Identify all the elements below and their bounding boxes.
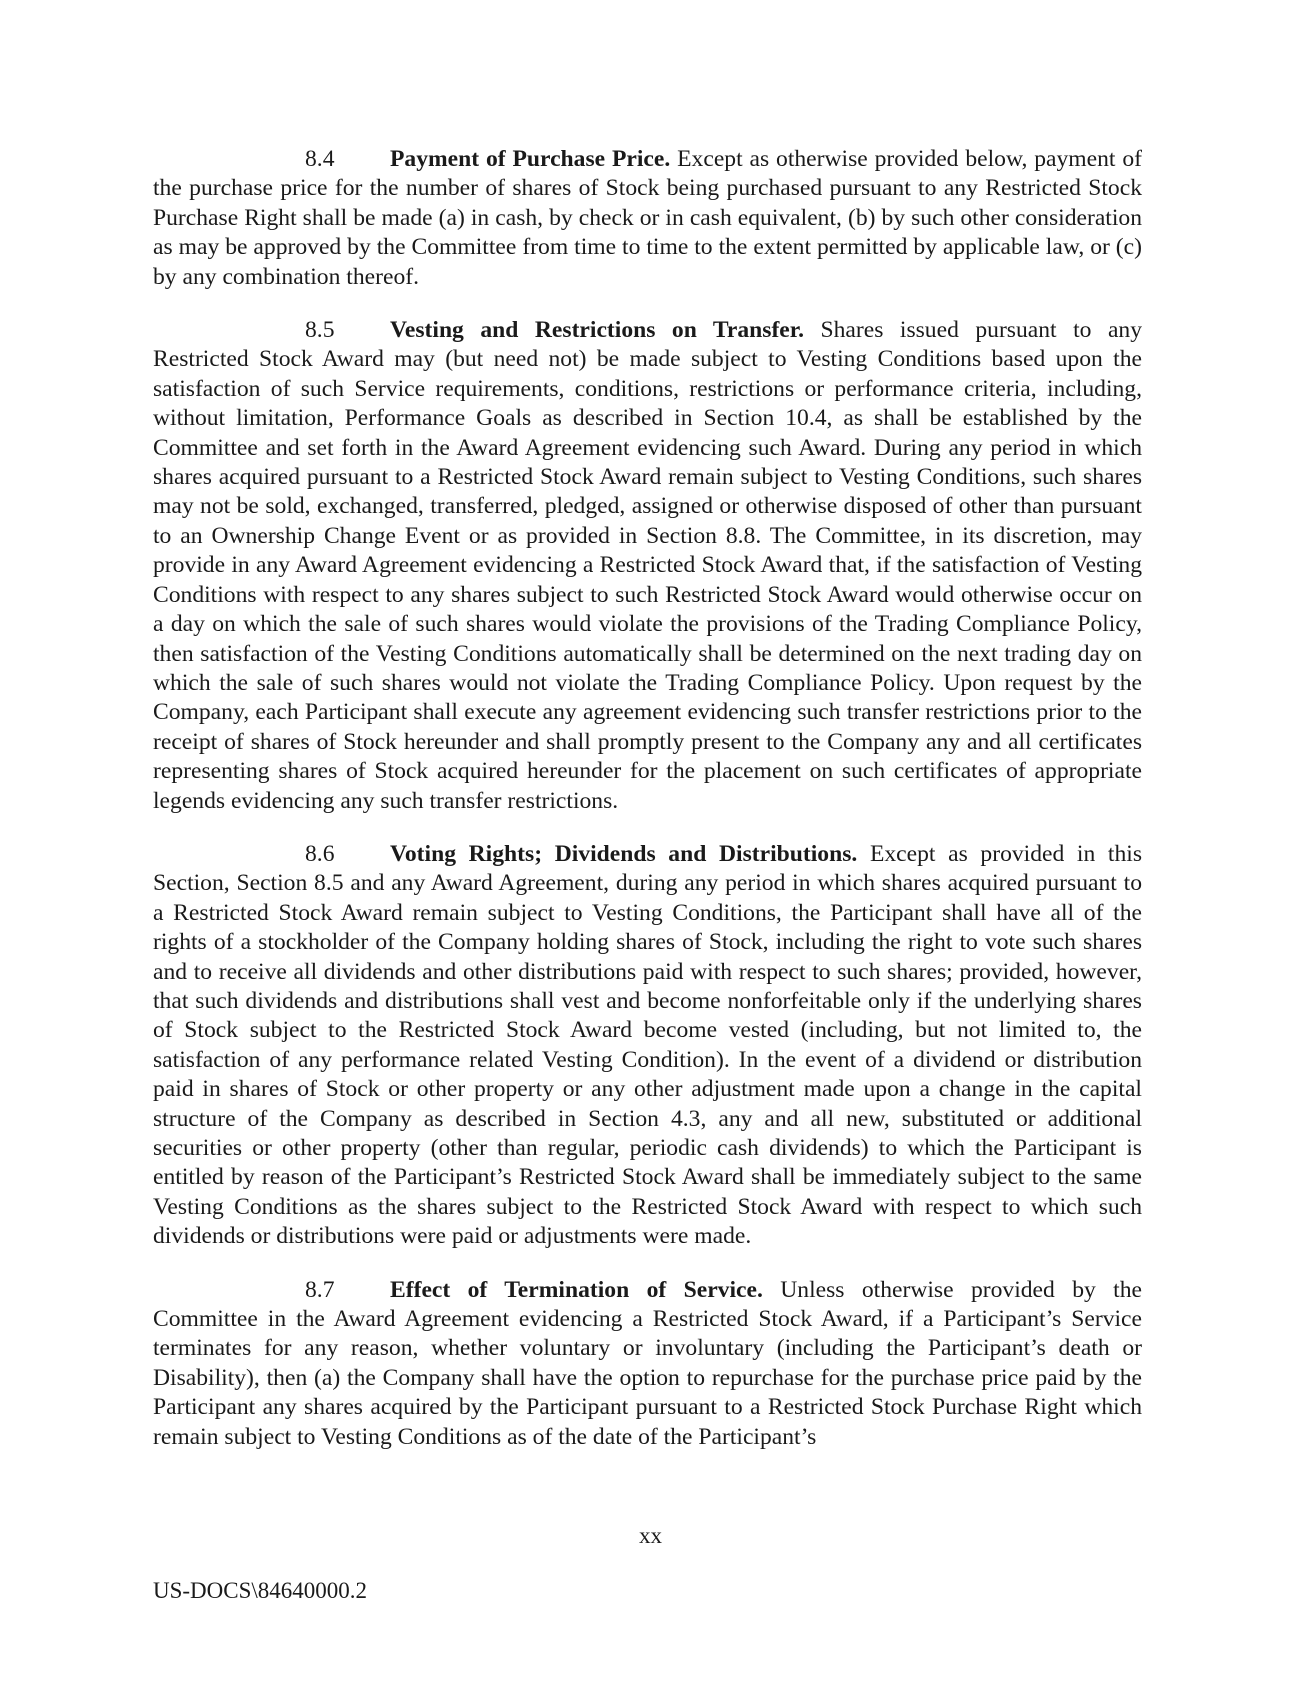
section-text: Except as provided in this Section, Section 8.5 and any Award Agreement, during any period in which shares acquired pursuant to a Restricted Stock Award remain subject to Vesting Conditions, the Participant shall have all of the rights of a stockholder of the Company holding shares of Stock, including the right to vote such shares and to receive all dividends and other distributions paid with respect to such shares; provided, however, that such dividends and distributions shall vest and become nonforfeitable only if the underlying shares of Stock subject to the Restricted Stock Award become vested (including, but not limited to, the satisfaction of any performance related Vesting Condition). In the event of a dividend or distribution paid in shares of Stock or other property or any other adjustment made upon a change in the capital structure of the Company as described in Section 4.3, any and all new, substituted or additional securities or other property (other than regular, periodic cash dividends) to which the Participant is entitled by reason of the Participant’s Restricted Stock Award shall be immediately subject to the same Vesting Conditions as the shares subject to the Restricted Stock Award with respect to which such dividends or distributions were paid or adjustments were made. bbox=[153, 840, 1143, 1250]
section-heading: Payment of Purchase Price. bbox=[390, 146, 671, 172]
section-number: 8.7 bbox=[305, 1276, 335, 1303]
section-8-5 bbox=[153, 316, 1142, 816]
section-number: 8.6 bbox=[305, 840, 335, 867]
section-heading: Vesting and Restrictions on Transfer. bbox=[390, 317, 804, 344]
section-8-4 bbox=[153, 145, 1142, 292]
section-number: 8.5 bbox=[305, 317, 335, 344]
section-number: 8.4 bbox=[305, 146, 335, 172]
section-heading: Voting Rights; Dividends and Distributions. bbox=[390, 840, 858, 867]
page-number: xx bbox=[639, 1523, 662, 1548]
document-id: US-DOCS\84640000.2 bbox=[153, 1578, 368, 1603]
section-heading: Effect of Termination of Service. bbox=[390, 1276, 763, 1303]
section-8-7 bbox=[153, 1276, 1142, 1452]
document-body bbox=[153, 145, 1142, 1476]
section-8-6 bbox=[153, 840, 1142, 1252]
section-text: Unless otherwise provided by the Committee in the Award Agreement evidencing a Restricted Stock Award, if a Participant’s Service terminates for any reason, whether voluntary or involuntary (including the Participant’s death or Disability), then (a) the Company shall have the option to repurchase for the purchase price paid by the Participant any shares acquired by the Participant pursuant to a Restricted Stock Purchase Right which remain subject to Vesting Conditions as of the date of the Participant’s bbox=[153, 1276, 1142, 1450]
section-text: Except as otherwise provided below, payment of the purchase price for the number of shares of Stock being purchased pursuant to any Restricted Stock Purchase Right shall be made (a) in cash, by check or in cash equivalent, (b) by such other consideration as may be approved by the Committee from time to time to the extent permitted by applicable law, or (c) by any combination thereof. bbox=[153, 146, 1142, 290]
section-text: Shares issued pursuant to any Restricted Stock Award may (but need not) be made subject to Vesting Conditions based upon the satisfaction of such Service requirements, conditions, restrictions or performance criteria, including, without limitation, Performance Goals as described in Section 10.4, as shall be established by the Committee and set forth in the Award Agreement evidencing such Award. During any period in which shares acquired pursuant to a Restricted Stock Award remain subject to Vesting Conditions, such shares may not be sold, exchanged, transferred, pledged, assigned or otherwise disposed of other than pursuant to an Ownership Change Event or as provided in Section 8.8. The Committee, in its discretion, may provide in any Award Agreement evidencing a Restricted Stock Award that, if the satisfaction of Vesting Conditions with respect to any shares subject to such Restricted Stock Award would otherwise occur on a day on which the sale of such shares would violate the provisions of the Trading Compliance Policy, then satisfaction of the Vesting Conditions automatically shall be determined on the next trading day on which the sale of such shares would not violate the Trading Compliance Policy. Upon request by the Company, each Participant shall execute any agreement evidencing such transfer restrictions prior to the receipt of shares of Stock hereunder and shall promptly present to the Company any and all certificates representing shares of Stock acquired hereunder for the placement on such certificates of appropriate legends evidencing any such transfer restrictions. bbox=[153, 317, 1143, 814]
